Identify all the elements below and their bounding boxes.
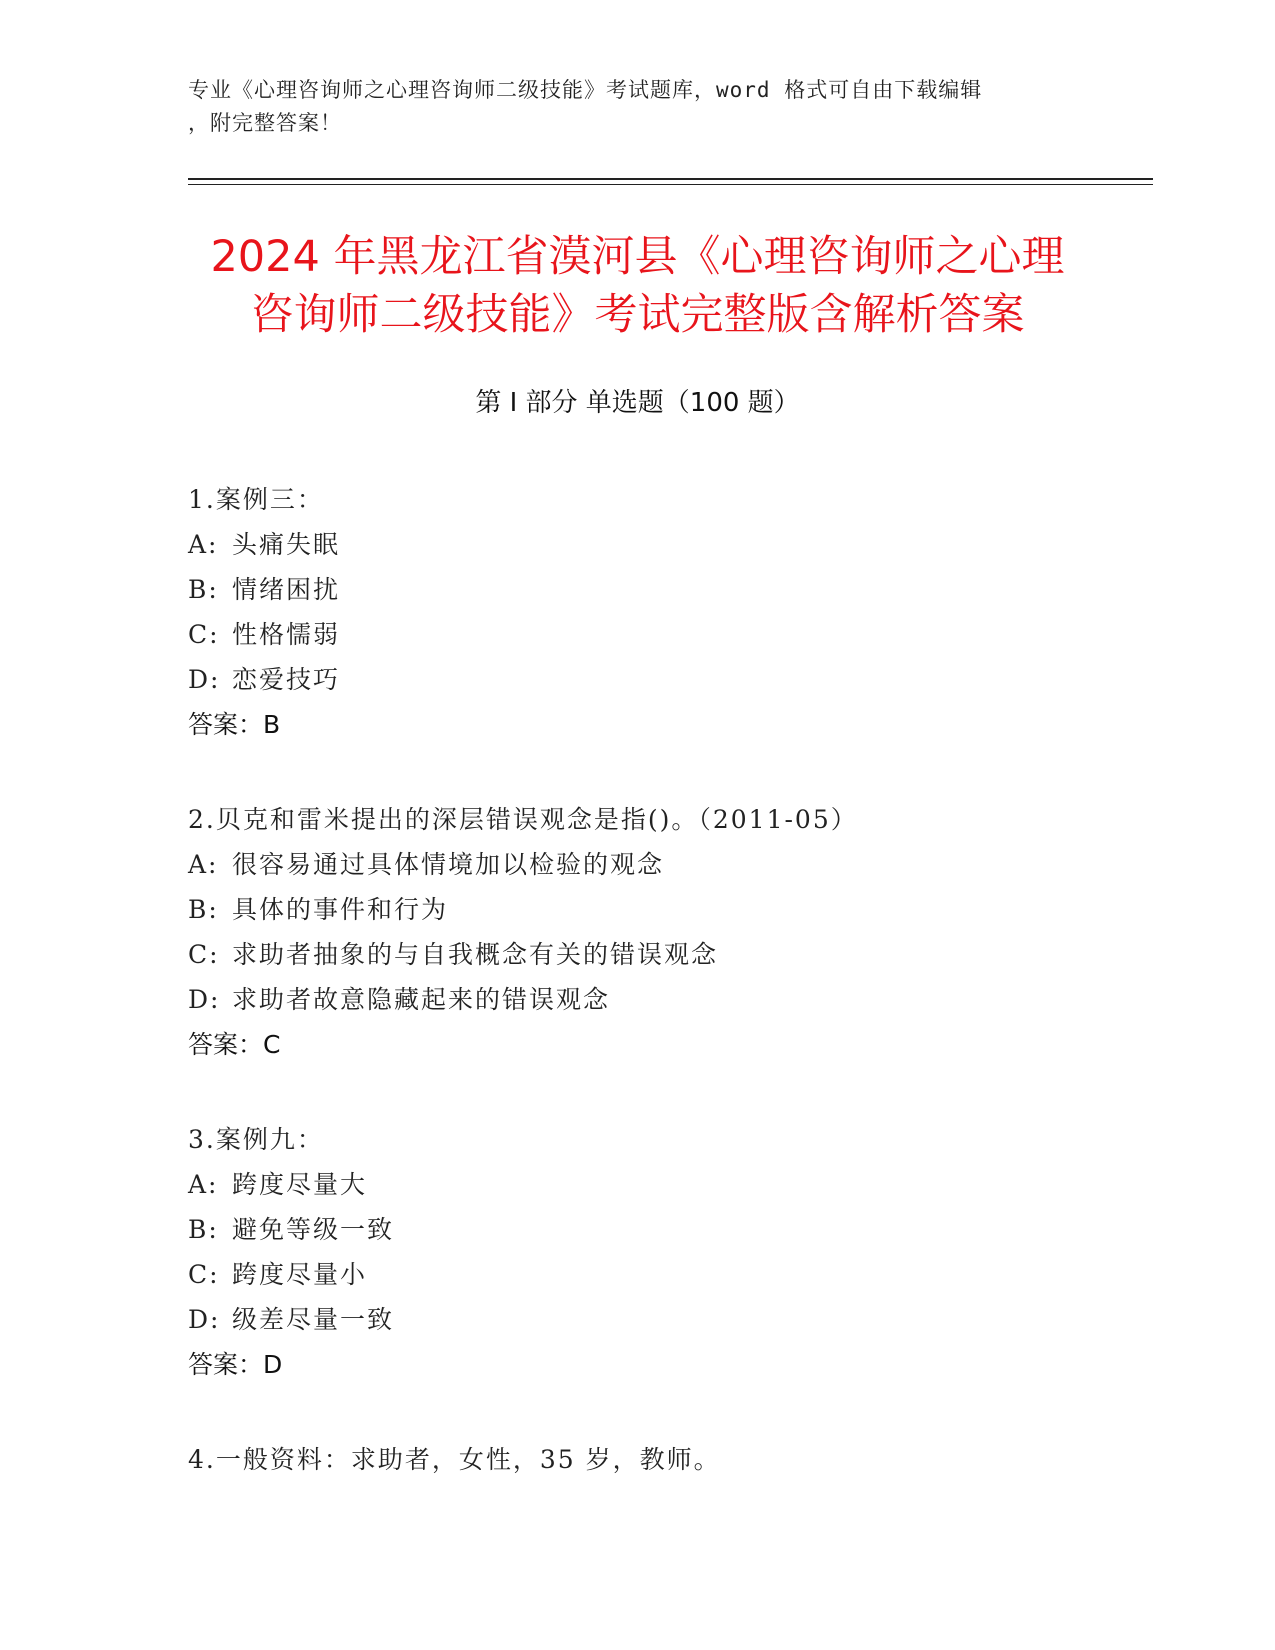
option-key: B:: [188, 895, 219, 924]
option-b: [188, 567, 1148, 612]
option-d: [188, 977, 1148, 1022]
option-c: [188, 932, 1148, 977]
option-c: [188, 612, 1148, 657]
option-a: [188, 1162, 1148, 1207]
option-a: [188, 522, 1148, 567]
header-note-line2: ，附完整答案！: [188, 111, 342, 135]
option-b: [188, 1207, 1148, 1252]
option-text: 跨度尽量大: [232, 1170, 368, 1199]
option-key: C:: [188, 1260, 220, 1289]
option-text: 级差尽量一致: [232, 1305, 395, 1334]
question-stem: 4.一般资料：求助者，女性，35 岁，教师。: [188, 1445, 721, 1474]
option-key: B:: [188, 1215, 219, 1244]
document-title-line2: 咨询师二级技能》考试完整版含解析答案: [250, 290, 1025, 340]
option-text: 求助者故意隐藏起来的错误观念: [232, 985, 611, 1014]
option-key: C:: [188, 940, 220, 969]
question-stem: 3.案例九：: [188, 1125, 324, 1154]
document-title-line1: 2024 年黑龙江省漠河县《心理咨询师之心理: [210, 232, 1065, 282]
question-3: [188, 1117, 1148, 1387]
option-b: [188, 887, 1148, 932]
question-1: [188, 477, 1148, 747]
option-text: 跨度尽量小: [232, 1260, 368, 1289]
option-a: [188, 842, 1148, 887]
question-stem: 1.案例三：: [188, 485, 324, 514]
question-stem: 2.贝克和雷米提出的深层错误观念是指()。（2011-05）: [188, 805, 858, 834]
question-2: [188, 797, 1148, 1067]
option-text: 情绪困扰: [232, 575, 341, 604]
option-key: D:: [188, 665, 221, 694]
option-key: A:: [188, 1170, 219, 1199]
answer-line: 答案：D: [188, 1350, 283, 1379]
option-text: 性格懦弱: [232, 620, 341, 649]
option-text: 具体的事件和行为: [232, 895, 449, 924]
answer-line: 答案：B: [188, 710, 281, 739]
option-d: [188, 657, 1148, 702]
question-list: [188, 477, 1148, 1532]
section-heading: 第 I 部分 单选题（100 题）: [475, 388, 800, 418]
option-d: [188, 1297, 1148, 1342]
option-text: 头痛失眠: [232, 530, 341, 559]
option-c: [188, 1252, 1148, 1297]
option-text: 求助者抽象的与自我概念有关的错误观念: [232, 940, 719, 969]
option-key: D:: [188, 1305, 221, 1334]
document-title: [150, 228, 1125, 344]
option-text: 很容易通过具体情境加以检验的观念: [232, 850, 665, 879]
header-note: [188, 74, 1068, 140]
option-key: D:: [188, 985, 221, 1014]
option-text: 恋爱技巧: [232, 665, 341, 694]
answer-line: 答案：C: [188, 1030, 281, 1059]
option-key: A:: [188, 850, 219, 879]
question-4: [188, 1437, 1148, 1482]
option-key: C:: [188, 620, 220, 649]
option-text: 避免等级一致: [232, 1215, 395, 1244]
header-divider-thin: [188, 184, 1153, 185]
header-note-line1: 专业《心理咨询师之心理咨询师二级技能》考试题库，word 格式可自由下载编辑: [188, 78, 983, 102]
header-divider-thick: [188, 178, 1153, 180]
option-key: B:: [188, 575, 219, 604]
option-key: A:: [188, 530, 219, 559]
